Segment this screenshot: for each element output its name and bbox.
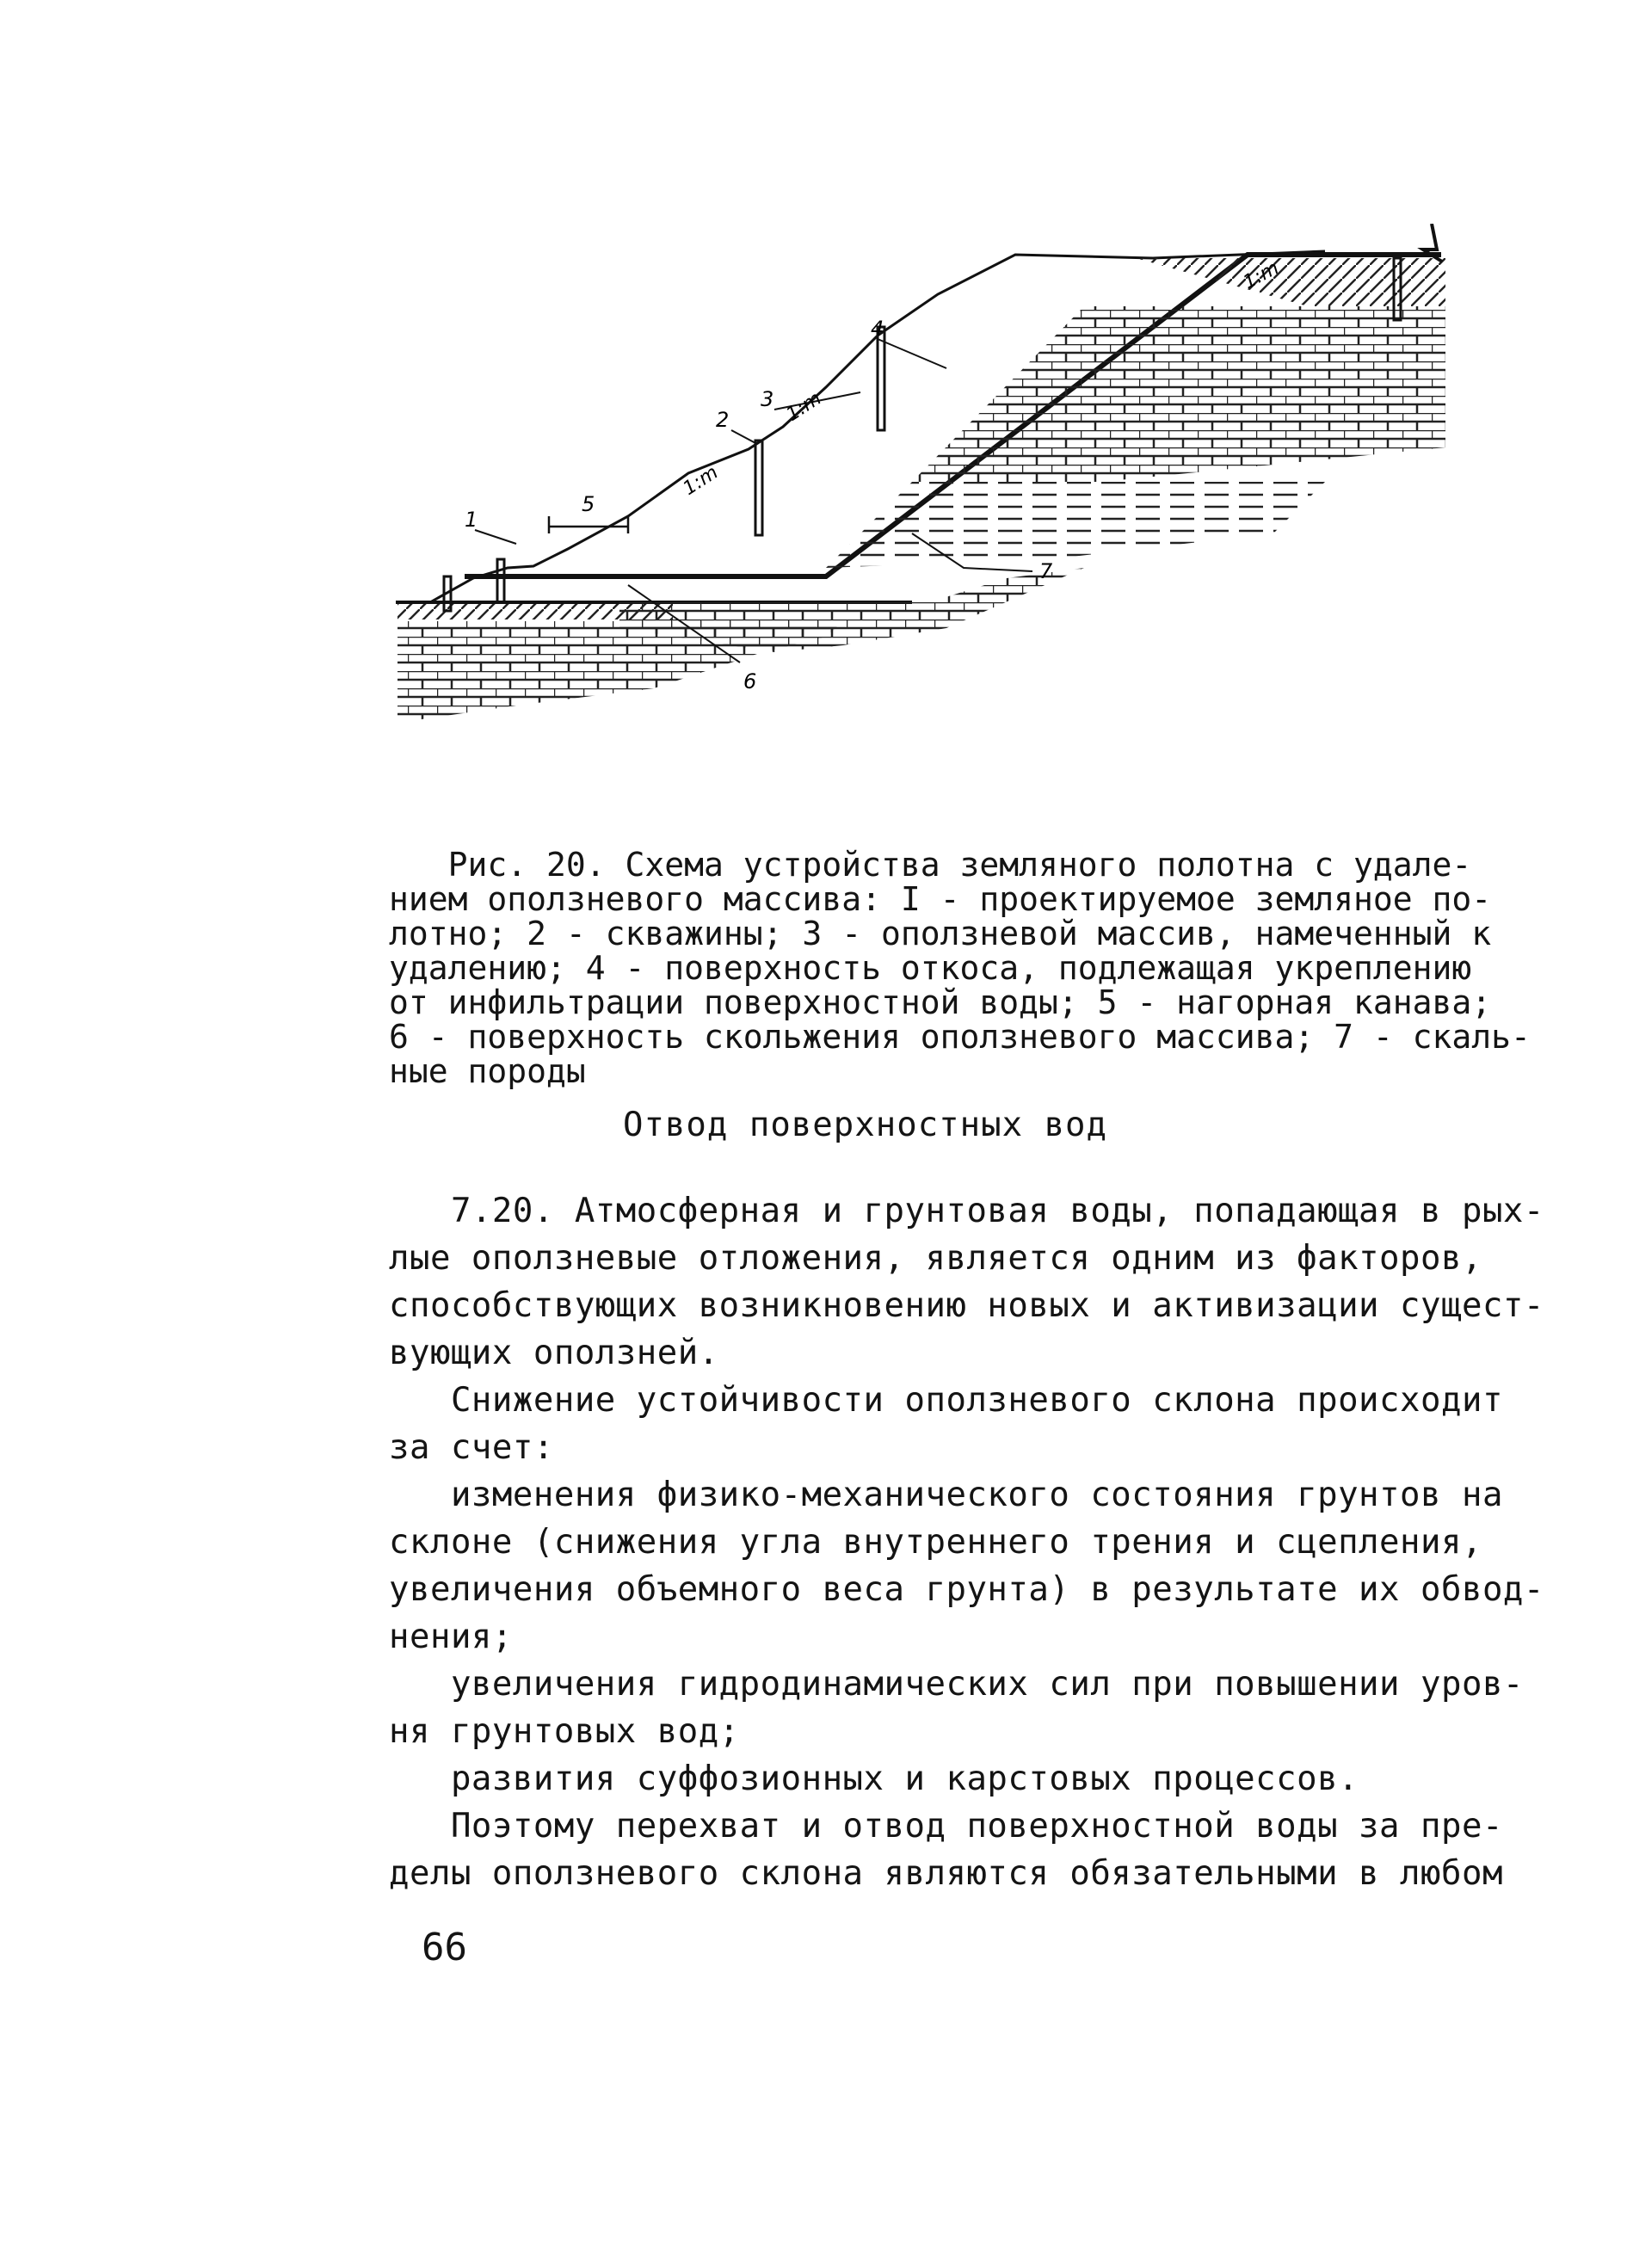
caption-line: 6 - поверхность скольжения оползневого массива; 7 - скаль- [389,1018,1531,1056]
well-4 [878,327,884,430]
body-line: нения; [389,1618,513,1656]
body-line: увеличения объемного веса грунта) в результате их обвод- [389,1570,1544,1609]
slope-label-1: 1:m [679,461,723,501]
upper-rock-mass [912,306,1445,482]
layer-7-zone [826,482,1325,568]
body-line: Снижение устойчивости оползневого склона происходит [389,1381,1503,1420]
section-heading: Отвод поверхностных вод [622,1106,1108,1144]
callout-3: 3 [761,387,774,411]
slope-label-3: 1:m [1240,257,1283,294]
leader-2 [731,430,757,444]
page-number: 66 [422,1926,467,1969]
well-2 [497,559,504,602]
body-line: делы оползневого склона являются обязательными в любом [389,1854,1503,1893]
body-line: развития суффозионных и карстовых процессов. [389,1760,1359,1798]
upper-mass-hatched [1136,258,1445,306]
body-line: способствующих возникновению новых и активизации сущест- [389,1286,1544,1325]
slope-label-2: 1:m [782,387,826,427]
body-line: Поэтому перехват и отвод поверхностной воды за пре- [389,1807,1503,1846]
body-line: лые оползневые отложения, является одним из факторов, [389,1239,1482,1278]
callout-2: 2 [716,408,730,432]
callout-7: 7 [1039,559,1053,583]
ditch-bracket [549,516,628,533]
body-line: за счет: [389,1428,554,1467]
caption-line: нием оползневого массива: I - проектируемое земляное по- [389,880,1492,918]
body-line: увеличения гидродинамических сил при повышении уров- [389,1665,1524,1704]
callout-6: 6 [743,669,757,693]
callout-4: 4 [871,317,884,341]
body-line: вующих оползней. [389,1334,719,1372]
body-text [389,1187,1544,1897]
body-line: 7.20. Атмосферная и грунтовая воды, попадающая в рых- [389,1192,1544,1230]
cross-section-diagram [379,224,1480,774]
caption-line: Рис. 20. Схема устройства земляного полотна с удале- [389,846,1472,884]
well-3 [755,441,762,535]
caption-line: от инфильтрации поверхностной воды; 5 - нагорная канава; [389,983,1492,1021]
callout-1: 1 [465,508,478,532]
caption-line: удалению; 4 - поверхность откоса, подлежащая укреплению [389,949,1472,987]
caption-line: лотно; 2 - скважины; 3 - оползневой массив, намеченный к [389,915,1492,952]
figure-caption [389,846,1531,1090]
callout-5: 5 [582,492,595,516]
body-line: ня грунтовых вод; [389,1712,740,1751]
leader-4 [878,339,946,368]
body-line: изменения физико-механического состояния грунтов на [389,1476,1503,1514]
leader-1 [475,530,516,544]
landslide-cross-section-figure [379,224,1480,774]
body-line: склоне (снижения угла внутреннего трения и сцепления, [389,1523,1482,1562]
caption-line: ные породы [389,1052,586,1090]
